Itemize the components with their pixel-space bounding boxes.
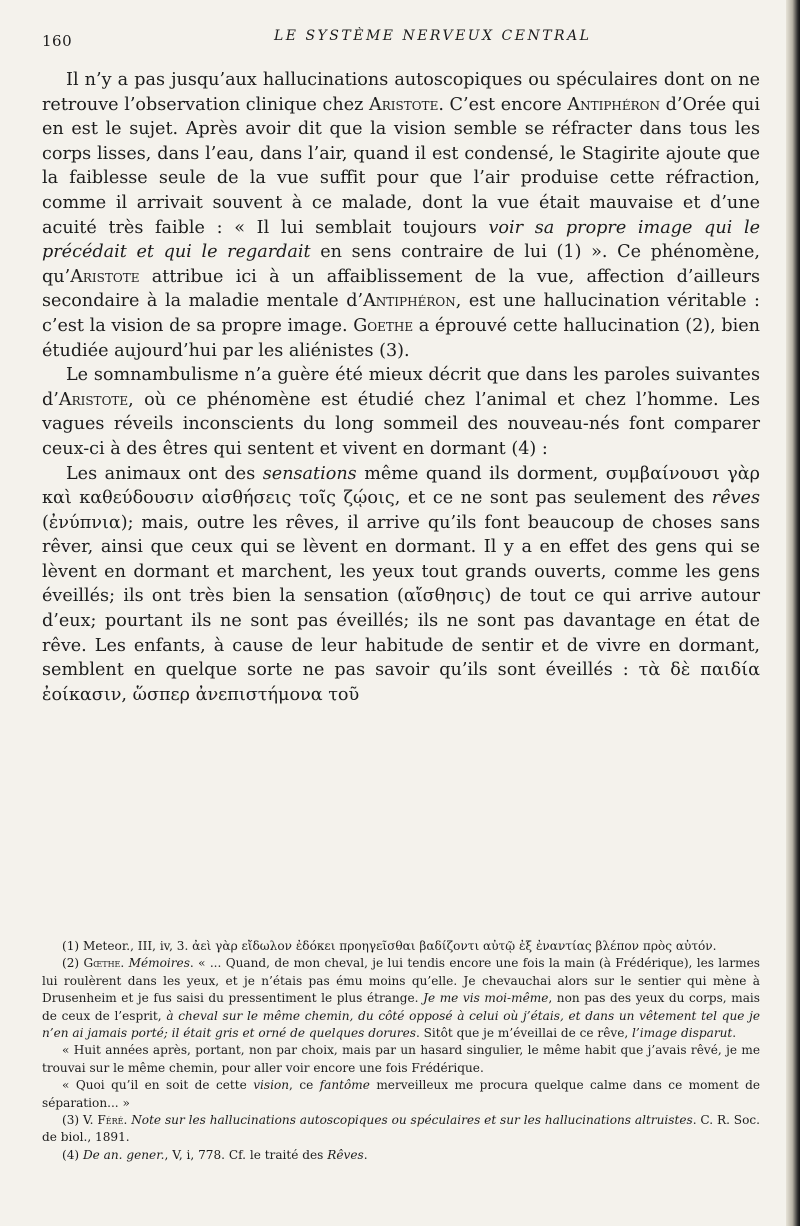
footnotes xyxy=(42,938,760,1164)
italic-term: rêves xyxy=(711,488,760,509)
page-number: 160 xyxy=(42,32,73,50)
text-run: (2) xyxy=(62,956,84,971)
footnote-2 xyxy=(42,955,760,1042)
footnote-1: (1) Meteor., III, iv, 3. ἀεὶ γὰρ εἴδωλον ἐδόκει προηγεῖσθαι βαδίζοντι αὐτῷ ἐξ ἐναντίας βλέπον πρὸς αὐτόν. xyxy=(62,939,717,953)
italic-quote: à cheval sur le même chemin, du côté opposé à celui où j’étais, et dans un vêtement tel que je n’en ai jamais porté; il était gris et orné de quelques dorures xyxy=(42,1008,760,1041)
page-header xyxy=(42,26,760,52)
author-name: Aristote xyxy=(70,266,140,287)
italic-quote: voir sa propre image qui le précédait et qui le regardait xyxy=(42,217,760,263)
text-run: Les animaux ont des xyxy=(66,463,263,484)
text-run: Le somnambulisme n’a guère été mieux décrit que dans les paroles suivantes d’ xyxy=(42,365,760,410)
text-run: , est une hallucination véritable : c’est la vision de sa propre image. xyxy=(42,291,760,336)
footnote-2-continued xyxy=(42,1077,760,1112)
author-name: Aristote xyxy=(369,94,439,115)
person-name: Antiphéron xyxy=(567,94,661,115)
text-run: . xyxy=(123,1113,132,1128)
italic-quote: Je me vis moi-même xyxy=(423,991,549,1006)
text-run: attribue ici à un affaiblissement de la vue, affection d’ailleurs secondaire à la maladie mentale d’ xyxy=(42,266,760,312)
author-name: Goethe xyxy=(353,315,414,336)
text-run: même quand ils dorment, συμβαίνουσι γὰρ καὶ καθεύδουσιν αἰσθήσεις τοῖς ζῴοις, et ce ne sont pas seulement des xyxy=(42,463,760,509)
text-run: (4) xyxy=(62,1147,83,1162)
italic-term: vision xyxy=(253,1078,290,1093)
person-name: Antiphéron xyxy=(363,291,456,312)
footnote-4 xyxy=(42,1147,760,1164)
running-title: LE SYSTÈME NERVEUX CENTRAL xyxy=(274,28,592,44)
paragraph-1 xyxy=(42,68,760,363)
footnote-2-continued: « Huit années après, portant, non par choix, mais par un hasard singulier, le même habit que j’avais rêvé, je me trouvai sur le même chemin, pour aller voir encore une fois Frédérique. xyxy=(42,1043,760,1075)
text-run: « Quoi qu’il en soit de cette xyxy=(62,1078,254,1093)
text-run: . xyxy=(732,1026,737,1041)
paragraph-3 xyxy=(42,462,760,708)
author-name: Aristote xyxy=(58,389,129,410)
text-run: . xyxy=(120,956,129,971)
page-binding-edge xyxy=(786,0,800,1226)
text-run: (3) V. xyxy=(62,1113,98,1128)
work-title: De an. gener. xyxy=(82,1147,165,1162)
text-run: . Sitôt que je m’éveillai de ce rêve, xyxy=(415,1026,633,1041)
text-run: , où ce phénomène est étudié chez l’animal et chez l’homme. Les vagues réveils inconscients du long sommeil des nouveau-nés font comparer ceux-ci à des êtres qui sentent et vivent en dormant (4) : xyxy=(42,389,760,459)
text-run: merveilleux me procura quelque calme dans ce moment de séparation... » xyxy=(42,1078,760,1110)
text-run: , ce xyxy=(289,1078,320,1093)
main-text xyxy=(42,68,760,707)
paragraph-2 xyxy=(42,363,760,461)
text-run: , V, i, 778. Cf. le traité des xyxy=(164,1147,328,1162)
text-run: . xyxy=(363,1147,368,1162)
author-name: Féré xyxy=(97,1113,124,1128)
italic-term: fantôme xyxy=(319,1078,370,1093)
text-run: . C’est encore xyxy=(438,94,568,115)
text-run: a éprouvé cette hallucination (2), bien étudiée aujourd’hui par les aliénistes (3). xyxy=(42,315,760,361)
italic-quote: l’image disparut xyxy=(632,1026,733,1041)
work-title: Rêves xyxy=(327,1147,364,1162)
author-name: Gœthe xyxy=(83,956,121,971)
work-title: Note sur les hallucinations autoscopiques ou spéculaires et sur les hallucinations altruistes xyxy=(131,1113,693,1128)
text-run: en sens contraire de lui (1) ». Ce phénomène, qu’ xyxy=(42,242,760,287)
text-run: d’Orée qui en est le sujet. Après avoir dit que la vision semble se réfracter dans tous les corps lisses, dans l’eau, dans l’air, quand il est condensé, le Stagirite ajoute que la faiblesse seule de la vue suffit pour que l’air produise cette réfraction, comme il arrivait souvent à ce malade, dont la vue était mauvaise et d’une acuité très faible : « Il lui semblait toujours xyxy=(42,94,761,238)
italic-term: sensations xyxy=(262,463,357,484)
work-title: Mémoires xyxy=(128,956,190,971)
footnote-3 xyxy=(42,1112,760,1147)
text-run: . C. R. Soc. de biol., 1891. xyxy=(42,1113,760,1145)
text-run: , non pas des yeux du corps, mais de ceux de l’esprit, xyxy=(42,991,760,1023)
text-run: . « ... Quand, de mon cheval, je lui tendis encore une fois la main (à Frédérique), les larmes lui roulèrent dans les yeux, et je n’étais pas ému moins qu’elle. Je chevauchai alors sur le sentier qui mène à Drusenheim et je fus saisi du pressentiment le plus étrange. xyxy=(42,956,760,1006)
text-run: Il n’y a pas jusqu’aux hallucinations autoscopiques ou spéculaires dont on ne retrouve l’observation clinique chez xyxy=(42,70,760,115)
text-run: (ἐνύπνια); mais, outre les rêves, il arrive qu’ils font beaucoup de choses sans rêver, ainsi que ceux qui se lèvent en dormant. Il y a en effet des gens qui se lèvent en dormant et marchent, les yeux tout grands ouverts, comme les gens éveillés; ils ont très bien la sensation (αἴσθησις) de tout ce qui arrive autour d’eux; pourtant ils ne sont pas éveillés; ils ne sont pas davantage en état de rêve. Les enfants, à cause de leur habitude de sentir et de vivre en dormant, semblent en quelque sorte ne pas savoir qu’ils sont éveillés : τὰ δὲ παιδία ἐοίκασιν, ὥσπερ ἀνεπιστήμονα τοῦ xyxy=(42,512,760,705)
